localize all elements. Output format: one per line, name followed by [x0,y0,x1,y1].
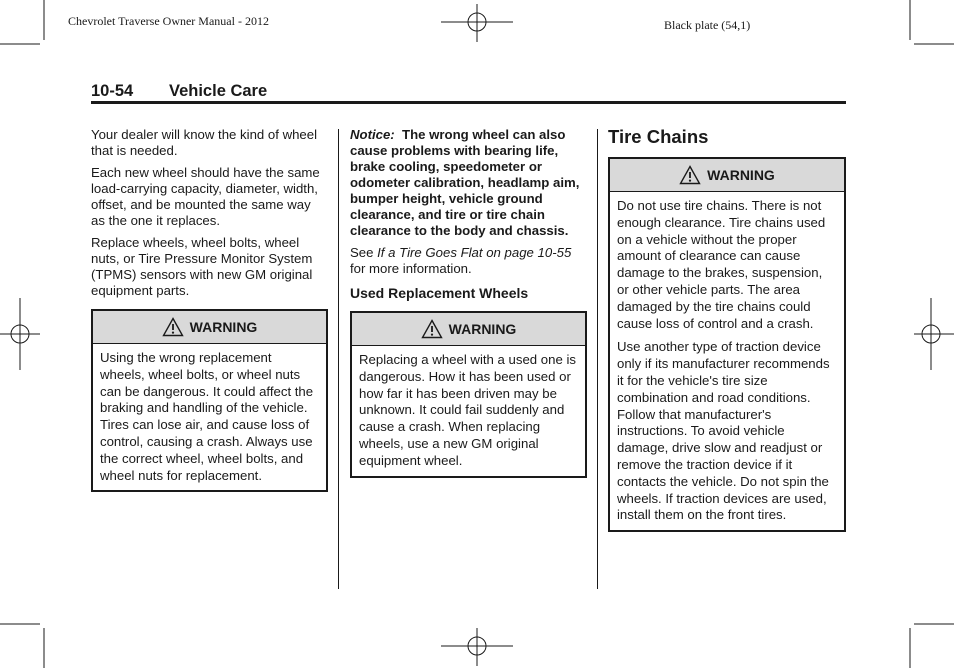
warning-body [610,192,844,530]
page-number: 10-54 [91,82,134,100]
warning-label: WARNING [707,167,775,183]
section-heading [91,82,267,101]
warning-label: WARNING [448,321,517,337]
paragraph: Your dealer will know the kind of wheel that is needed. [91,127,318,158]
warning-header [93,311,326,344]
notice-text: The wrong wheel can also cause problems with bearing life, brake cooling, speedometer or odometer calibration, headlamp aim, bumper height, vehicle ground clearance, and tire or tire chain clearance to the body and chassis. [350,127,580,238]
warning-text: Use another type of traction device only if its manufacturer recommends it for the vehicle's tire size combination and road conditions. Follow that manufacturer's instructions. To avoid vehicle damage, drive slow and readjust or remove the traction device if it contacts the vehicle. Do not spin the wheels. If traction devices are used, install them on the front tires. [617,339,830,523]
see-reference [350,245,587,277]
column-3 [608,126,846,532]
section-title-tire-chains: Tire Chains [608,126,709,147]
registration-mark-icon [914,298,954,370]
column-1 [91,127,328,492]
warning-label: WARNING [189,319,258,335]
warning-text: Replacing a wheel with a used one is dangerous. How it has been used or how far it has been driven may be unknown. It could fail suddenly and cause a crash. When replacing wheels, use a new GM original equipment wheel. [359,352,576,468]
warning-triangle-icon [679,165,701,185]
warning-text: Do not use tire chains. There is not enough clearance. Tire chains used on a vehicle without the proper amount of clearance can cause damage to the brakes, suspension, or other vehicle parts. The area damaged by the tire chains could cause loss of control and a crash. [617,198,826,331]
column-divider [597,129,598,589]
warning-box [91,309,328,492]
warning-body [93,344,326,490]
warning-triangle-icon [162,317,184,337]
warning-triangle-icon [421,319,443,339]
registration-mark-icon [441,4,513,42]
registration-mark-icon [0,298,40,370]
section-title: Vehicle Care [169,82,268,100]
warning-header [352,313,585,346]
warning-header [610,159,844,192]
header-rule [91,101,846,104]
notice-paragraph [350,127,587,239]
paragraph: Each new wheel should have the same load-carrying capacity, diameter, width, offset, and be mounted the same way as the one it replaces. [91,165,320,228]
column-2 [350,127,587,478]
notice-label: Notice: [350,127,395,142]
plate-label: Black plate (54,1) [664,18,751,32]
warning-box [350,311,587,478]
cross-reference-link[interactable]: If a Tire Goes Flat on page 10-55 [377,245,572,260]
column-divider [338,129,339,589]
registration-mark-icon [441,628,513,666]
warning-box [608,157,846,532]
see-suffix: for more information. [350,261,472,276]
running-header-title: Chevrolet Traverse Owner Manual - 2012 [68,14,269,28]
see-prefix: See [350,245,374,260]
subheading: Used Replacement Wheels [350,285,529,301]
warning-text: Using the wrong replacement wheels, wheel bolts, or wheel nuts can be dangerous. It could affect the braking and handling of the vehicle. Tires can lose air, and cause loss of control, causing a crash. Always use the correct wheel, wheel bolts, and wheel nuts for replacement. [100,350,314,483]
warning-body [352,346,585,476]
paragraph: Replace wheels, wheel bolts, wheel nuts, or Tire Pressure Monitor System (TPMS) sensors with new GM original equipment parts. [91,235,313,298]
